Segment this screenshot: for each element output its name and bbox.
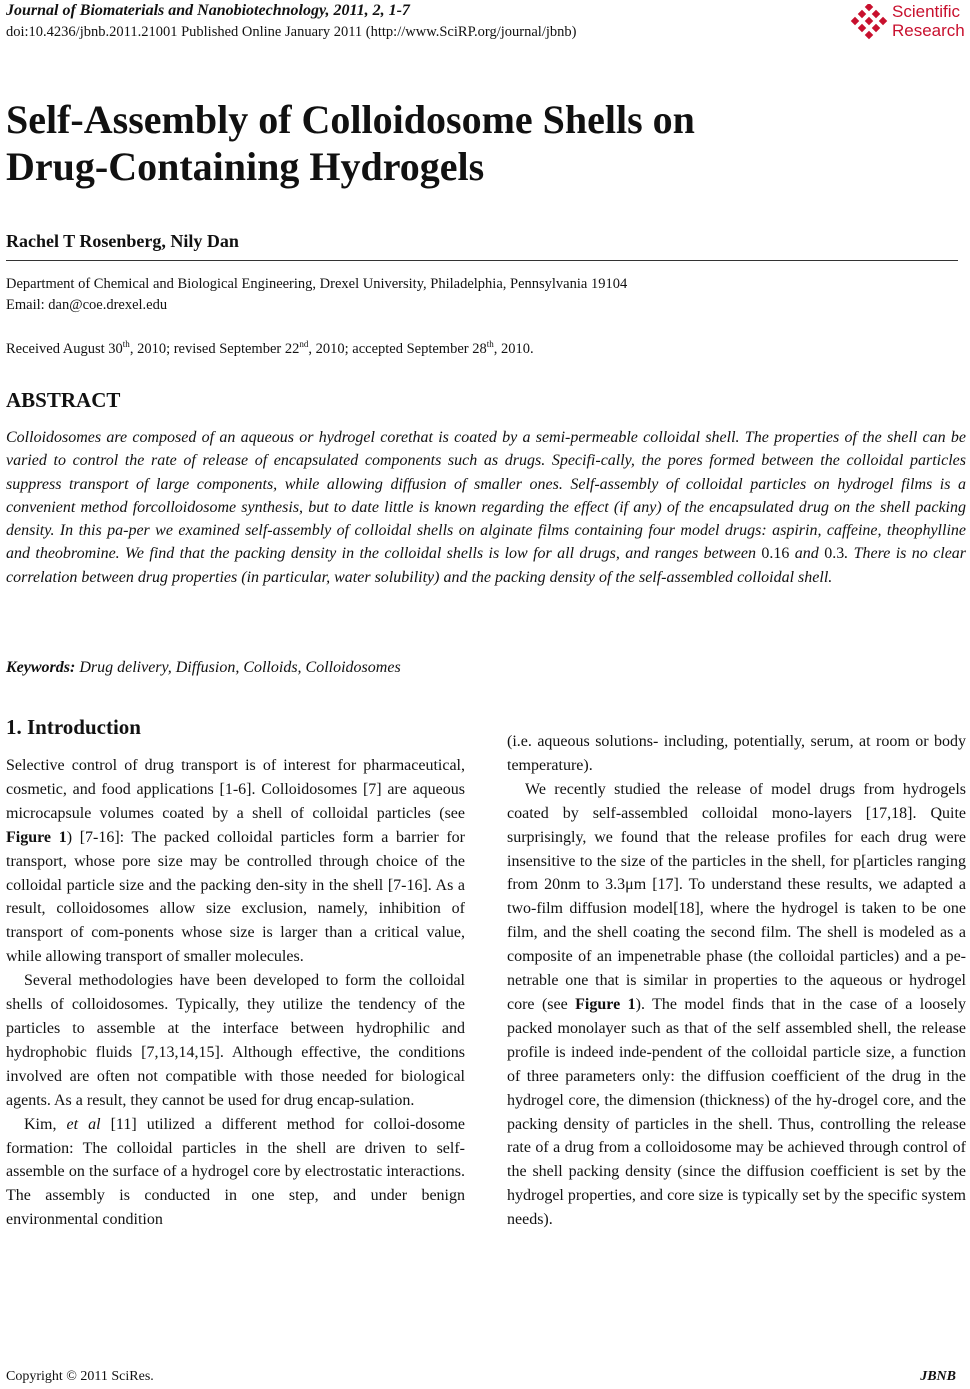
paragraph-text: Kim, <box>24 1115 67 1133</box>
scirp-logo-icon <box>850 4 888 40</box>
logo-line-2: Research <box>892 21 965 40</box>
authors: Rachel T Rosenberg, Nily Dan <box>6 231 239 251</box>
copyright-footer: Copyright © 2011 SciRes. <box>6 1369 154 1384</box>
received-text: Received August 30 <box>6 340 123 357</box>
received-dates <box>6 339 534 358</box>
keywords <box>6 659 401 677</box>
abstract-part: ) and the packing density of the self-assembled colloidal shell. <box>434 568 833 586</box>
title-divider <box>6 260 958 261</box>
volume-info: , 2011, 2, 1-7 <box>325 2 410 19</box>
intro-paragraph-3 <box>6 1113 465 1233</box>
abstract-heading: ABSTRACT <box>6 388 121 412</box>
abstract-part: in particular, water solubility <box>246 568 435 586</box>
et-al: et al <box>66 1115 101 1133</box>
doi-line: doi:10.4236/jbnb.2011.21001 Published Online January 2011 (http://www.SciRP.org/journal/jbnb) <box>6 24 577 40</box>
publisher-logo <box>850 2 968 44</box>
accepted-text: , 2010; accepted September 28 <box>308 340 487 357</box>
packing-min: 0.16 <box>761 545 790 563</box>
packing-max: 0.3 <box>824 545 845 563</box>
figure-reference: Figure 1 <box>575 995 636 1013</box>
intro-paragraph-4 <box>507 778 966 1232</box>
email: Email: dan@coe.drexel.edu <box>6 297 168 313</box>
title-line-1: Self-Assembly of Colloidosome Shells on <box>6 97 695 142</box>
logo-line-1: Scientific <box>892 2 961 21</box>
affiliation: Department of Chemical and Biological Engineering, Drexel University, Philadelphia, Pennsylvania 19104 <box>6 276 628 292</box>
right-column <box>507 730 966 1232</box>
left-column <box>6 754 465 1232</box>
paragraph-text: ). The model finds that in the case of a loosely packed monolayer such as that of the self assembled shell, the release profile is indeed inde-pendent of the colloidal particle size, a function of three parameters only: the diffusion coefficient of the drug in the hydrogel core, the dimension (thickness) of the hy-drogel core, and the packing density of particles in the shell. Thus, controlling the release rate of a drug from a colloidosome may be achieved through control of the shell packing density (since the diffusion coefficient is set by the hydrogel properties, and core size is typically set by the specific system needs). <box>507 995 966 1229</box>
abstract-part: Colloidosomes are composed of an aqueous or hydrogel corethat is coated by a semi-permeable colloidal shell. The properties of the shell can be varied to control the rate of release of encapsulated components such as drugs. Specifi-cally, the pores formed between the colloidal particles suppress transport of large components, while allowing diffusion of smaller ones. Self-assembly of colloidal particles on hydrogel films is a convenient method forcolloidosome synthesis, but to date little is known regarding the effect ( <box>6 429 966 516</box>
keywords-label: Keywords: <box>6 659 76 676</box>
abstract-part: ) of the encapsulated drug on the shell packing density. In this pa-per we examined self-assembly of colloidal shells on alginate films containing four model drugs: aspirin, caffeine, theophylline and theobromine. We find that the packing density in the colloidal shells is low for all drugs, and ranges between <box>6 498 966 563</box>
intro-paragraph-continued: (i.e. aqueous solutions- including, potentially, serum, at room or body temperature). <box>507 733 966 774</box>
journal-name: Journal of Biomaterials and Nanobiotechnology <box>6 2 326 19</box>
title-line-2: Drug-Containing Hydrogels <box>6 144 485 189</box>
logo-text <box>892 2 965 40</box>
abstract-part: if any <box>619 498 657 516</box>
paragraph-text: ) [7-16]: The packed colloidal particles form a barrier for transport, whose pore size may be controlled through choice of the colloidal particle size and the packing den-sity in the shell [7-16]. As a result, colloidosomes allow size exclusion, namely, inhibition of transport of com-ponents whose size is larger than a critical value, while allowing transport of smaller molecules. <box>6 828 465 966</box>
abstract-text <box>6 426 966 589</box>
ordinal-suffix: th <box>122 339 130 349</box>
ordinal-suffix: th <box>486 339 494 349</box>
journal-abbreviation: JBNB <box>920 1369 956 1384</box>
journal-header <box>6 2 410 20</box>
paragraph-text: We recently studied the release of model drugs from hydrogels coated by self-assembled colloidal mono-layers [17,18]. Quite surprisingly, we found that the release profiles for each drug were insensitive to the size of the particles in the shell, for p[articles ranging from 20nm to 3.3μm [17]. To understand these results, we adapted a two-film diffusion model[18], where the hydrogel is taken to be one film, and the shell coating the second film. The shell is modeled as a composite of an impenetrable phase (the colloidal particles) and a pe-netrable one that is similar in properties to the aqueous or hydrogel core (see <box>507 780 966 1013</box>
paragraph-text: Selective control of drug transport is of interest for pharmaceutical, cosmetic, and food applications [1-6]. Colloidosomes [7] are aqueous microcapsule volumes coated by a shell of colloidal particles (see <box>6 757 465 822</box>
figure-reference: Figure 1 <box>6 828 67 846</box>
intro-paragraph-1 <box>6 754 465 969</box>
abstract-part: and <box>789 545 825 563</box>
intro-paragraph-2: Several methodologies have been developed to form the colloidal shells of colloidosomes. Typically, they utilize the tendency of the particles to assemble at the interface between hydrophilic and hydrophobic fluids [7,13,14,15]. Although effective, the conditions involved are often not compatible with those needed for biological agents. As a result, they cannot be used for drug encap-sulation. <box>6 972 465 1109</box>
paper-title <box>6 96 946 190</box>
abstract-part: . There is no clear correlation between drug properties ( <box>6 545 967 586</box>
year-text: , 2010. <box>493 340 534 357</box>
section-heading-introduction: 1. Introduction <box>6 715 141 739</box>
revised-text: , 2010; revised September 22 <box>129 340 300 357</box>
paragraph-text: [11] utilized a different method for colloi-dosome formation: The colloidal particles in the shell are driven to self-assemble on the surface of a hydrogel core by electrostatic interactions. The assembly is conducted in one step, and under benign environmental condition <box>6 1115 465 1229</box>
keywords-list: Drug delivery, Diffusion, Colloids, Colloidosomes <box>75 659 401 676</box>
ordinal-suffix: nd <box>299 339 309 349</box>
